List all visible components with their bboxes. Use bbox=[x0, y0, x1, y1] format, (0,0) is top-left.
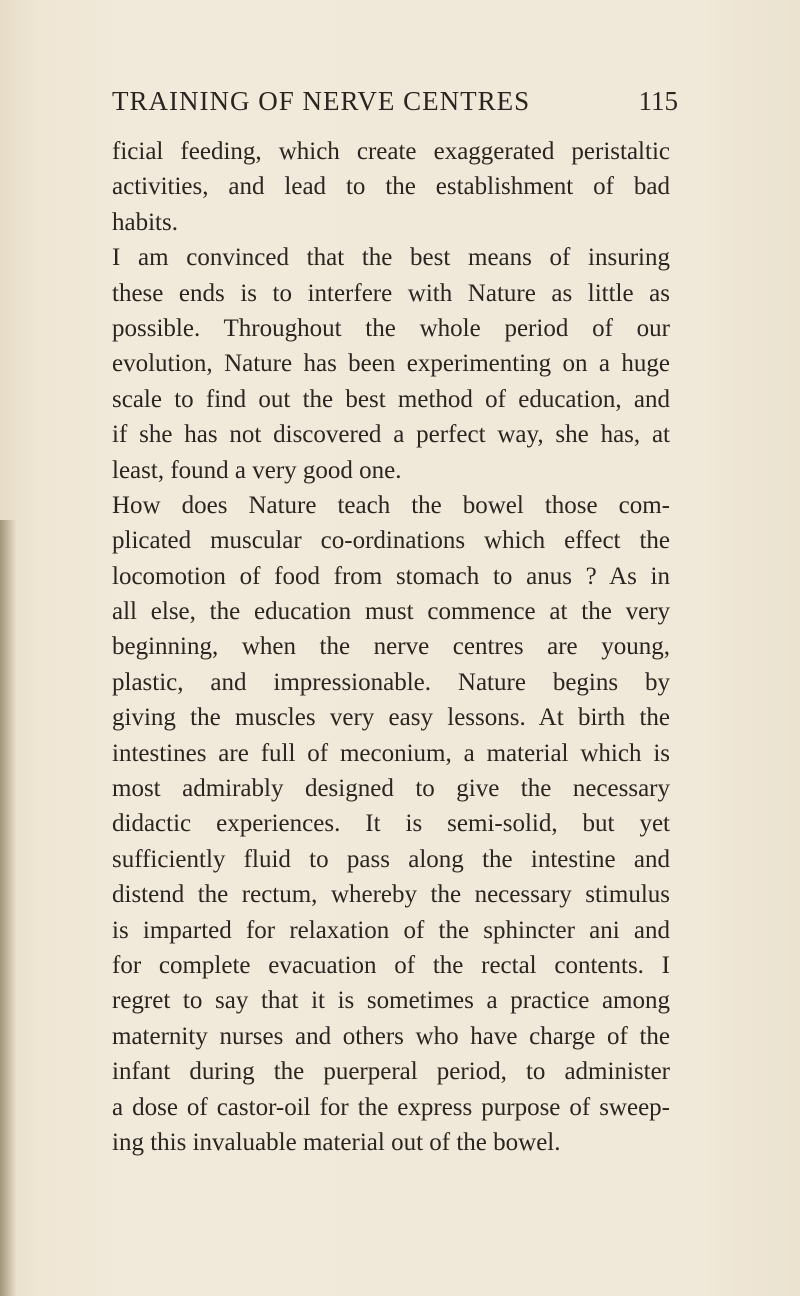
text-line: if she has not discovered a perfect way, she has, at bbox=[112, 421, 670, 449]
body-text bbox=[112, 134, 670, 1160]
text-line: activities, and lead to the establishment of bad bbox=[112, 173, 670, 201]
text-line: I am convinced that the best means of insuring bbox=[112, 244, 670, 272]
text-line: all else, the education must commence at the very bbox=[112, 598, 670, 626]
text-line: plastic, and impressionable. Nature begins by bbox=[112, 668, 670, 696]
running-title: TRAINING OF NERVE CENTRES bbox=[112, 86, 531, 116]
text-line: intestines are full of meconium, a material which is bbox=[112, 739, 670, 767]
text-line: ficial feeding, which create exaggerated peristaltic bbox=[112, 138, 670, 165]
text-line: least, found a very good one. bbox=[112, 456, 402, 484]
text-line: How does Nature teach the bowel those com- bbox=[112, 491, 670, 519]
text-line: regret to say that it is sometimes a practice among bbox=[112, 987, 670, 1015]
text-line: beginning, when the nerve centres are young, bbox=[112, 633, 670, 661]
text-line: a dose of castor-oil for the express purpose of sweep- bbox=[112, 1093, 670, 1121]
text-line: is imparted for relaxation of the sphincter ani and bbox=[112, 916, 670, 944]
text-line: habits. bbox=[112, 208, 178, 236]
text-line: ing this invaluable material out of the bowel. bbox=[112, 1128, 561, 1156]
text-line: scale to find out the best method of education, and bbox=[112, 385, 670, 413]
text-line: didactic experiences. It is semi-solid, but yet bbox=[112, 810, 670, 838]
text-line: infant during the puerperal period, to administer bbox=[112, 1058, 670, 1086]
text-line: distend the rectum, whereby the necessary stimulus bbox=[112, 881, 670, 909]
text-line: for complete evacuation of the rectal contents. I bbox=[112, 951, 670, 979]
text-line: giving the muscles very easy lessons. At birth the bbox=[112, 704, 670, 732]
text-line: these ends is to interfere with Nature as little as bbox=[112, 279, 670, 307]
page-number: 115 bbox=[638, 86, 678, 116]
text-line: maternity nurses and others who have charge of the bbox=[112, 1022, 670, 1050]
text-line: evolution, Nature has been experimenting on a huge bbox=[112, 350, 670, 378]
text-line: plicated muscular co-ordinations which effect the bbox=[112, 527, 670, 555]
text-line: most admirably designed to give the necessary bbox=[112, 775, 670, 803]
text-line: possible. Throughout the whole period of our bbox=[112, 314, 670, 342]
running-head bbox=[112, 86, 678, 126]
text-line: locomotion of food from stomach to anus ? As in bbox=[112, 562, 670, 590]
text-line: sufficiently fluid to pass along the intestine and bbox=[112, 845, 670, 873]
page-gutter-shadow bbox=[0, 520, 16, 1296]
